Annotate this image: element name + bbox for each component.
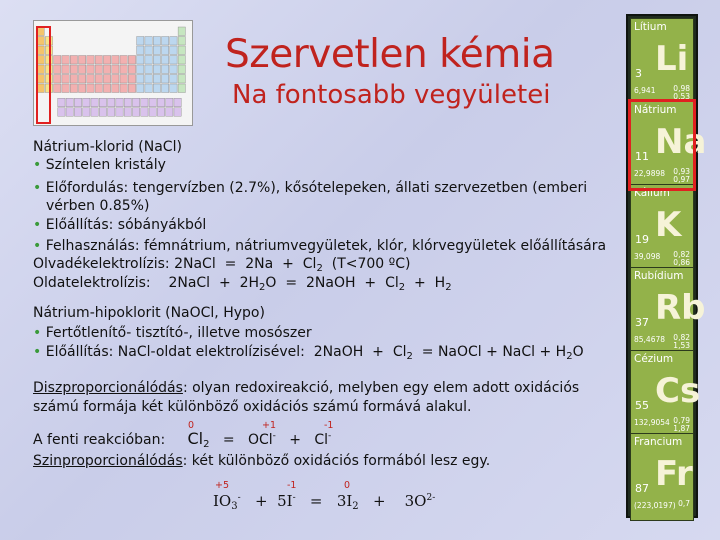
- pt-cell: [128, 56, 135, 65]
- disproportionation-definition: Diszproporcionálódás: olyan redoxireakció, melyben egy elem adott oxidációs: [33, 380, 580, 396]
- element-properties: 0,98 0,53: [673, 84, 690, 101]
- pt-cell: [70, 75, 77, 84]
- pt-cell: [170, 46, 177, 55]
- atomic-mass: 85,4678: [634, 335, 666, 344]
- pt-cell: [166, 98, 173, 107]
- pt-cell: [132, 98, 139, 107]
- pt-cell: [153, 37, 160, 46]
- pt-cell: [141, 108, 148, 117]
- pt-cell: [145, 75, 152, 84]
- pt-cell: [54, 56, 61, 65]
- pt-cell: [153, 46, 160, 55]
- pt-cell: [116, 108, 123, 117]
- pt-cell: [145, 56, 152, 65]
- element-name: Kálium: [634, 187, 670, 199]
- pt-cell: [120, 84, 127, 93]
- pt-cell: [174, 108, 181, 117]
- pt-cell: [178, 75, 185, 84]
- ox-state: -1: [324, 420, 334, 431]
- sodium-highlight: [628, 99, 696, 191]
- pt-cell: [120, 75, 127, 84]
- atomic-mass: 39,098: [634, 252, 661, 261]
- pt-cell: [54, 75, 61, 84]
- pt-cell: [120, 56, 127, 65]
- pt-cell: [153, 84, 160, 93]
- pt-cell: [149, 108, 156, 117]
- pt-cell: [87, 75, 94, 84]
- element-properties: 0,79 1,87: [673, 416, 690, 433]
- pt-cell: [128, 65, 135, 74]
- atomic-number: 11: [635, 150, 649, 163]
- alkali-column-highlight: [36, 26, 51, 124]
- pt-cell: [74, 108, 81, 117]
- pt-cell: [132, 108, 139, 117]
- pt-cell: [157, 98, 164, 107]
- pt-cell: [174, 98, 181, 107]
- pt-cell: [162, 46, 169, 55]
- pt-cell: [120, 65, 127, 74]
- element-symbol: Cs: [655, 371, 701, 411]
- element-properties: 0,93 0,97: [673, 167, 690, 184]
- pt-cell: [137, 75, 144, 84]
- pt-cell: [124, 108, 131, 117]
- pt-cell: [137, 65, 144, 74]
- element-tile: [630, 184, 694, 272]
- pt-cell: [87, 84, 94, 93]
- pt-cell: [137, 46, 144, 55]
- pt-cell: [162, 65, 169, 74]
- pt-cell: [87, 65, 94, 74]
- nacl-bullet: • Színtelen kristály: [33, 157, 166, 173]
- naocl-bullet: • Fertőtlenítő- tisztító-, illetve mosószer: [33, 325, 312, 341]
- pt-cell: [149, 98, 156, 107]
- pt-cell: [79, 56, 86, 65]
- pt-cell: [116, 98, 123, 107]
- pt-cell: [91, 108, 98, 117]
- pt-cell: [62, 75, 69, 84]
- pt-cell: [112, 75, 119, 84]
- atomic-mass: 22,9898: [634, 169, 666, 178]
- pt-cell: [170, 84, 177, 93]
- element-tile: [630, 18, 694, 106]
- element-symbol: Fr: [655, 454, 693, 494]
- pt-cell: [153, 56, 160, 65]
- pt-cell: [99, 98, 106, 107]
- pt-cell: [66, 108, 73, 117]
- element-properties: 0,7: [678, 499, 690, 508]
- element-tile: [630, 267, 706, 355]
- pt-cell: [141, 98, 148, 107]
- pt-cell: [54, 65, 61, 74]
- naocl-bullet: • Előállítás: NaCl-oldat elektrolízisével: 2NaOH + $Cl_2$ = NaOCl + NaCl + $H_2O$: [33, 344, 584, 362]
- element-symbol: Na: [655, 122, 707, 162]
- element-name: Cézium: [634, 353, 674, 365]
- pt-cell: [58, 108, 65, 117]
- element-name: Rubídium: [634, 270, 684, 282]
- pt-cell: [137, 37, 144, 46]
- pt-cell: [66, 98, 73, 107]
- pt-cell: [153, 75, 160, 84]
- pt-cell: [178, 27, 185, 36]
- periodic-table-thumbnail: [33, 20, 193, 126]
- pt-cell: [103, 75, 110, 84]
- ox-state: +5: [215, 480, 230, 491]
- pt-cell: [70, 65, 77, 74]
- pt-cell: [145, 37, 152, 46]
- pt-cell: [62, 65, 69, 74]
- pt-cell: [170, 65, 177, 74]
- element-tile: [630, 433, 694, 521]
- pt-cell: [157, 108, 164, 117]
- atomic-number: 3: [635, 67, 642, 80]
- element-symbol: Rb: [655, 288, 706, 328]
- pt-cell: [162, 56, 169, 65]
- atomic-number: 87: [635, 482, 649, 495]
- pt-cell: [178, 37, 185, 46]
- pt-cell: [54, 84, 61, 93]
- pt-cell: [145, 84, 152, 93]
- pt-cell: [99, 108, 106, 117]
- pt-cell: [162, 37, 169, 46]
- pt-cell: [83, 108, 90, 117]
- nacl-heading: Nátrium-klorid (NaCl): [33, 139, 182, 155]
- nacl-bullet: • Előfordulás: tengervízben (2.7%), kősótelepeken, állati szervezetben (emberi: [33, 180, 588, 196]
- pt-cell: [103, 65, 110, 74]
- pt-cell: [74, 98, 81, 107]
- pt-cell: [170, 56, 177, 65]
- atomic-number: 55: [635, 399, 649, 412]
- disproportionation-reaction: A fenti reakcióban: $Cl_2$ = OCl- + Cl-: [33, 429, 332, 450]
- melt-electrolysis-line: Olvadékelektrolízis: 2NaCl = $2Na + Cl_2$ (T<700 ºC): [33, 256, 411, 274]
- pt-cell: [95, 75, 102, 84]
- pt-cell: [108, 98, 115, 107]
- pt-cell: [62, 56, 69, 65]
- pt-cell: [95, 65, 102, 74]
- naocl-heading: Nátrium-hipoklorit (NaOCl, Hypo): [33, 305, 265, 321]
- pt-cell: [145, 46, 152, 55]
- pt-cell: [79, 84, 86, 93]
- pt-cell: [178, 65, 185, 74]
- atomic-number: 37: [635, 316, 649, 329]
- pt-cell: [58, 98, 65, 107]
- pt-cell: [79, 75, 86, 84]
- pt-cell: [128, 75, 135, 84]
- pt-cell: [166, 108, 173, 117]
- pt-cell: [112, 56, 119, 65]
- pt-cell: [79, 65, 86, 74]
- pt-cell: [103, 56, 110, 65]
- pt-cell: [124, 98, 131, 107]
- pt-cell: [95, 56, 102, 65]
- pt-cell: [112, 84, 119, 93]
- element-name: Lítium: [634, 21, 667, 33]
- pt-cell: [70, 56, 77, 65]
- pt-cell: [178, 56, 185, 65]
- pt-cell: [103, 84, 110, 93]
- ox-state: +1: [262, 420, 277, 431]
- nacl-bullet: • Felhasználás: fémnátrium, nátriumvegyületek, klór, klórvegyületek előállítására: [33, 238, 607, 254]
- pt-cell: [112, 65, 119, 74]
- pt-cell: [178, 84, 185, 93]
- atomic-mass: (223,0197): [634, 501, 676, 510]
- slide-subtitle: Na fontosabb vegyületei: [232, 80, 551, 110]
- alkali-metals-column: [626, 14, 707, 518]
- pt-cell: [162, 84, 169, 93]
- ox-state: 0: [344, 480, 351, 491]
- atomic-number: 19: [635, 233, 649, 246]
- solution-electrolysis-line: Oldatelektrolízis: 2NaCl + $2H_2O$ = 2NaOH + $Cl_2 + H_2$: [33, 275, 452, 293]
- pt-cell: [145, 65, 152, 74]
- element-name: Francium: [634, 436, 683, 448]
- pt-cell: [162, 75, 169, 84]
- element-symbol: K: [655, 205, 682, 245]
- pt-cell: [62, 84, 69, 93]
- pt-cell: [128, 84, 135, 93]
- pt-cell: [170, 37, 177, 46]
- pt-cell: [170, 75, 177, 84]
- atomic-mass: 6,941: [634, 86, 656, 95]
- slide-title: Szervetlen kémia: [225, 32, 555, 77]
- comproportionation-definition: Szinproporcionálódás: két különböző oxidációs formából lesz egy.: [33, 453, 491, 469]
- element-symbol: Li: [655, 39, 689, 79]
- pt-cell: [70, 84, 77, 93]
- disproportionation-definition-cont: számú formája két különböző oxidációs számú formává alakul.: [33, 399, 472, 415]
- pt-cell: [87, 56, 94, 65]
- nacl-bullet-cont: vérben 0.85%): [46, 198, 150, 214]
- pt-cell: [137, 56, 144, 65]
- pt-cell: [95, 84, 102, 93]
- pt-cell: [108, 108, 115, 117]
- pt-cell: [178, 46, 185, 55]
- element-properties: 0,82 1,53: [673, 333, 690, 350]
- ox-state: 0: [188, 420, 195, 431]
- comproportionation-reaction: $IO_3^-$ + 5I- = $3I_2$ + $3O^{2-}$: [213, 492, 436, 512]
- pt-cell: [153, 65, 160, 74]
- pt-cell: [83, 98, 90, 107]
- element-tile: [630, 350, 701, 438]
- ox-state: -1: [287, 480, 297, 491]
- element-properties: 0,82 0,86: [673, 250, 690, 267]
- nacl-bullet: • Előállítás: sóbányákból: [33, 217, 207, 233]
- pt-cell: [137, 84, 144, 93]
- pt-cell: [91, 98, 98, 107]
- element-name: Nátrium: [634, 104, 677, 116]
- atomic-mass: 132,9054: [634, 418, 670, 427]
